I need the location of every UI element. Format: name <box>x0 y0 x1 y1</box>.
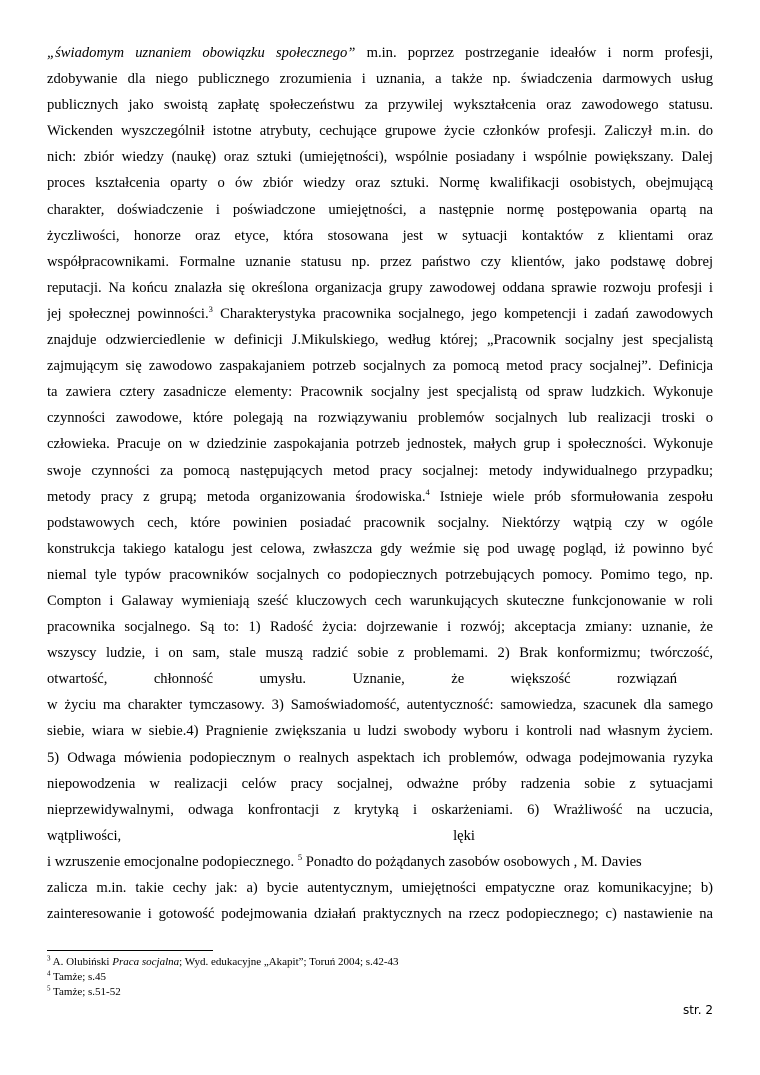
text-line: zalicza m.in. takie cechy jak: a) bycie autentycznym, umiejętności empatyczne oraz komunikacyjne; b) <box>47 880 713 896</box>
text-line: swoje czynności za pomocą następujących metod pracy socjalnej: metody indywidualnego przypadku; <box>47 462 713 479</box>
text-line: proces kształcenia oparty o ów zbiór wiedzy oraz sztuki. Normę kwalifikacji osobistych, obejmującą <box>47 175 713 192</box>
text-line: „świadomym uznaniem obowiązku społecznego” m.in. poprzez postrzeganie ideałów i norm profesji, <box>47 45 713 61</box>
footnote-3: $^3$ A. Olubiński Praca socjalna; Wyd. edukacyjne „Akapit”; Toruń 2004; s.42-43 <box>47 954 399 968</box>
text-line: życzliwości, honorze oraz etyce, która stosowana jest w sytuacji kontaktów z klientami oraz <box>47 227 713 244</box>
text-line: charakter, doświadczenie i poświadczone umiejętności, a następnie normę postępowania opartą na <box>47 201 713 218</box>
text-line: znajduje odzwierciedlenie w definicji J.Mikulskiego, według której; „Pracownik socjalny jest specjalistą <box>47 332 713 349</box>
footnote-ref-3[interactable]: 3 <box>208 304 213 315</box>
text-line: publicznych jako swoistą zapłatę społeczeństwu za przywilej wykształcenia oraz zawodowego statusu. <box>47 97 713 114</box>
text-line: nieprzewidywalnymi, odwaga konfrontacji z krytyką i oskarżeniami. 6) Wrażliwość na uczucia, <box>47 801 713 818</box>
footnote-separator <box>47 950 213 951</box>
body-text <box>47 40 713 927</box>
text-line: zajmującym się zawodowo zaspakajaniem potrzeb socjalnych za pomocą metod pracy socjalnej”. Definicja <box>47 358 713 375</box>
text-line: jej społecznej powinności.$^3$ Charakterystyka pracownika socjalnego, jego kompetencji i zadań zawodowych <box>47 304 713 322</box>
text-line: ta zawiera cztery zasadnicze elementy: Pracownik socjalny jest specjalistą od spraw ludzkich. Wykonuje <box>47 384 713 401</box>
footnote-4: $^4$ Tamże; s.45 <box>47 969 107 983</box>
text-line: konstrukcja takiego katalogu jest celowa, zwłaszcza gdy weźmie się pod uwagę pogląd, iż powinno być <box>47 540 713 557</box>
text-line: człowieka. Pracuje on w dziedzinie zaspokajania potrzeb jednostek, małych grup i społeczności. Wykonuje <box>47 436 713 453</box>
text-line: Compton i Galaway wymieniają sześć kluczowych cech warunkujących skuteczne funkcjonowanie w roli <box>47 592 713 609</box>
text-line: nich: zbiór wiedzy (naukę) oraz sztuki (umiejętności), wspólnie posiadany i wspólnie powiększany. Dalej <box>47 149 713 166</box>
text-line: reputacji. Na końcu znalazła się określona organizacja grupy zawodowej oddana sprawie rozwoju profesji i <box>47 279 713 296</box>
text-line: niepowodzenia w realizacji celów pracy socjalnej, odważne próby radzenia sobie z sytuacjami <box>47 775 713 792</box>
footnote-5: $^5$ Tamże; s.51-52 <box>47 984 121 998</box>
text-line: wszyscy ludzie, i on sam, stale muszą radzić sobie z problemami. 2) Brak konformizmu; twórczość, <box>47 645 713 662</box>
text-line: podstawowych cech, które powinien posiadać pracownik socjalny. Niektórzy wątpią czy w ogóle <box>47 514 713 531</box>
italic-quote: „świadomym uznaniem obowiązku społecznego” <box>47 45 356 61</box>
text-line: siebie, wiara w siebie.4) Pragnienie zwiększania u ludzi swobody wyboru i kontroli nad własnym życiem. <box>47 723 713 740</box>
text-line: zdobywanie dla niego publicznego zrozumienia i uznania, a także np. świadczenia darmowych usług <box>47 71 713 88</box>
text-line: Wickenden wyszczególnił istotne atrybuty, cechujące grupowe życie członków profesji. Zaliczył m.in. do <box>47 123 713 140</box>
text-line: w życiu ma charakter tymczasowy. 3) Samoświadomość, autentyczność: samowiedza, szacunek dla samego <box>47 697 713 714</box>
footnotes <box>47 955 399 1000</box>
text-line: wątpliwości, lęki <box>47 827 475 844</box>
footnote-ref-5[interactable]: 5 <box>297 852 303 863</box>
text-line: współpracownikami. Formalne uznanie statusu np. przez państwo czy klientów, jako podstawę dobrej <box>47 253 713 270</box>
text-line: otwartość, chłonność umysłu. Uznanie, że większość rozwiązań <box>47 671 677 688</box>
text-line: zainteresowanie i gotowość podejmowania działań praktycznych na rzecz podopiecznego; c) nastawienie na <box>47 906 713 923</box>
page-number: str. 2 <box>682 1003 713 1017</box>
text-line: niemal tyle typów pracowników socjalnych co podopiecznych potrzebujących pomocy. Pomimo tego, np. <box>47 566 713 583</box>
footnote-ref-4[interactable]: 4 <box>425 486 430 497</box>
text-line: i wzruszenie emocjonalne podopiecznego. $^5$ Ponadto do pożądanych zasobów osobowych , M. Davies <box>47 852 642 870</box>
text-line: metody pracy z grupą; metoda organizowania środowiska.$^4$ Istnieje wiele prób sformułowania zespołu <box>47 486 713 505</box>
text-line: pracownika socjalnego. Są to: 1) Radość życia: dojrzewanie i rozwój; akceptacja zmiany: uznanie, że <box>47 619 713 636</box>
text-line: czynności zawodowe, które polegają na rozwiązywaniu problemów socjalnych lub realizacji troski o <box>47 410 713 427</box>
text-line: 5) Odwaga mówienia podopiecznym o realnych aspektach ich problemów, odwaga podejmowania ryzyka <box>47 749 713 766</box>
